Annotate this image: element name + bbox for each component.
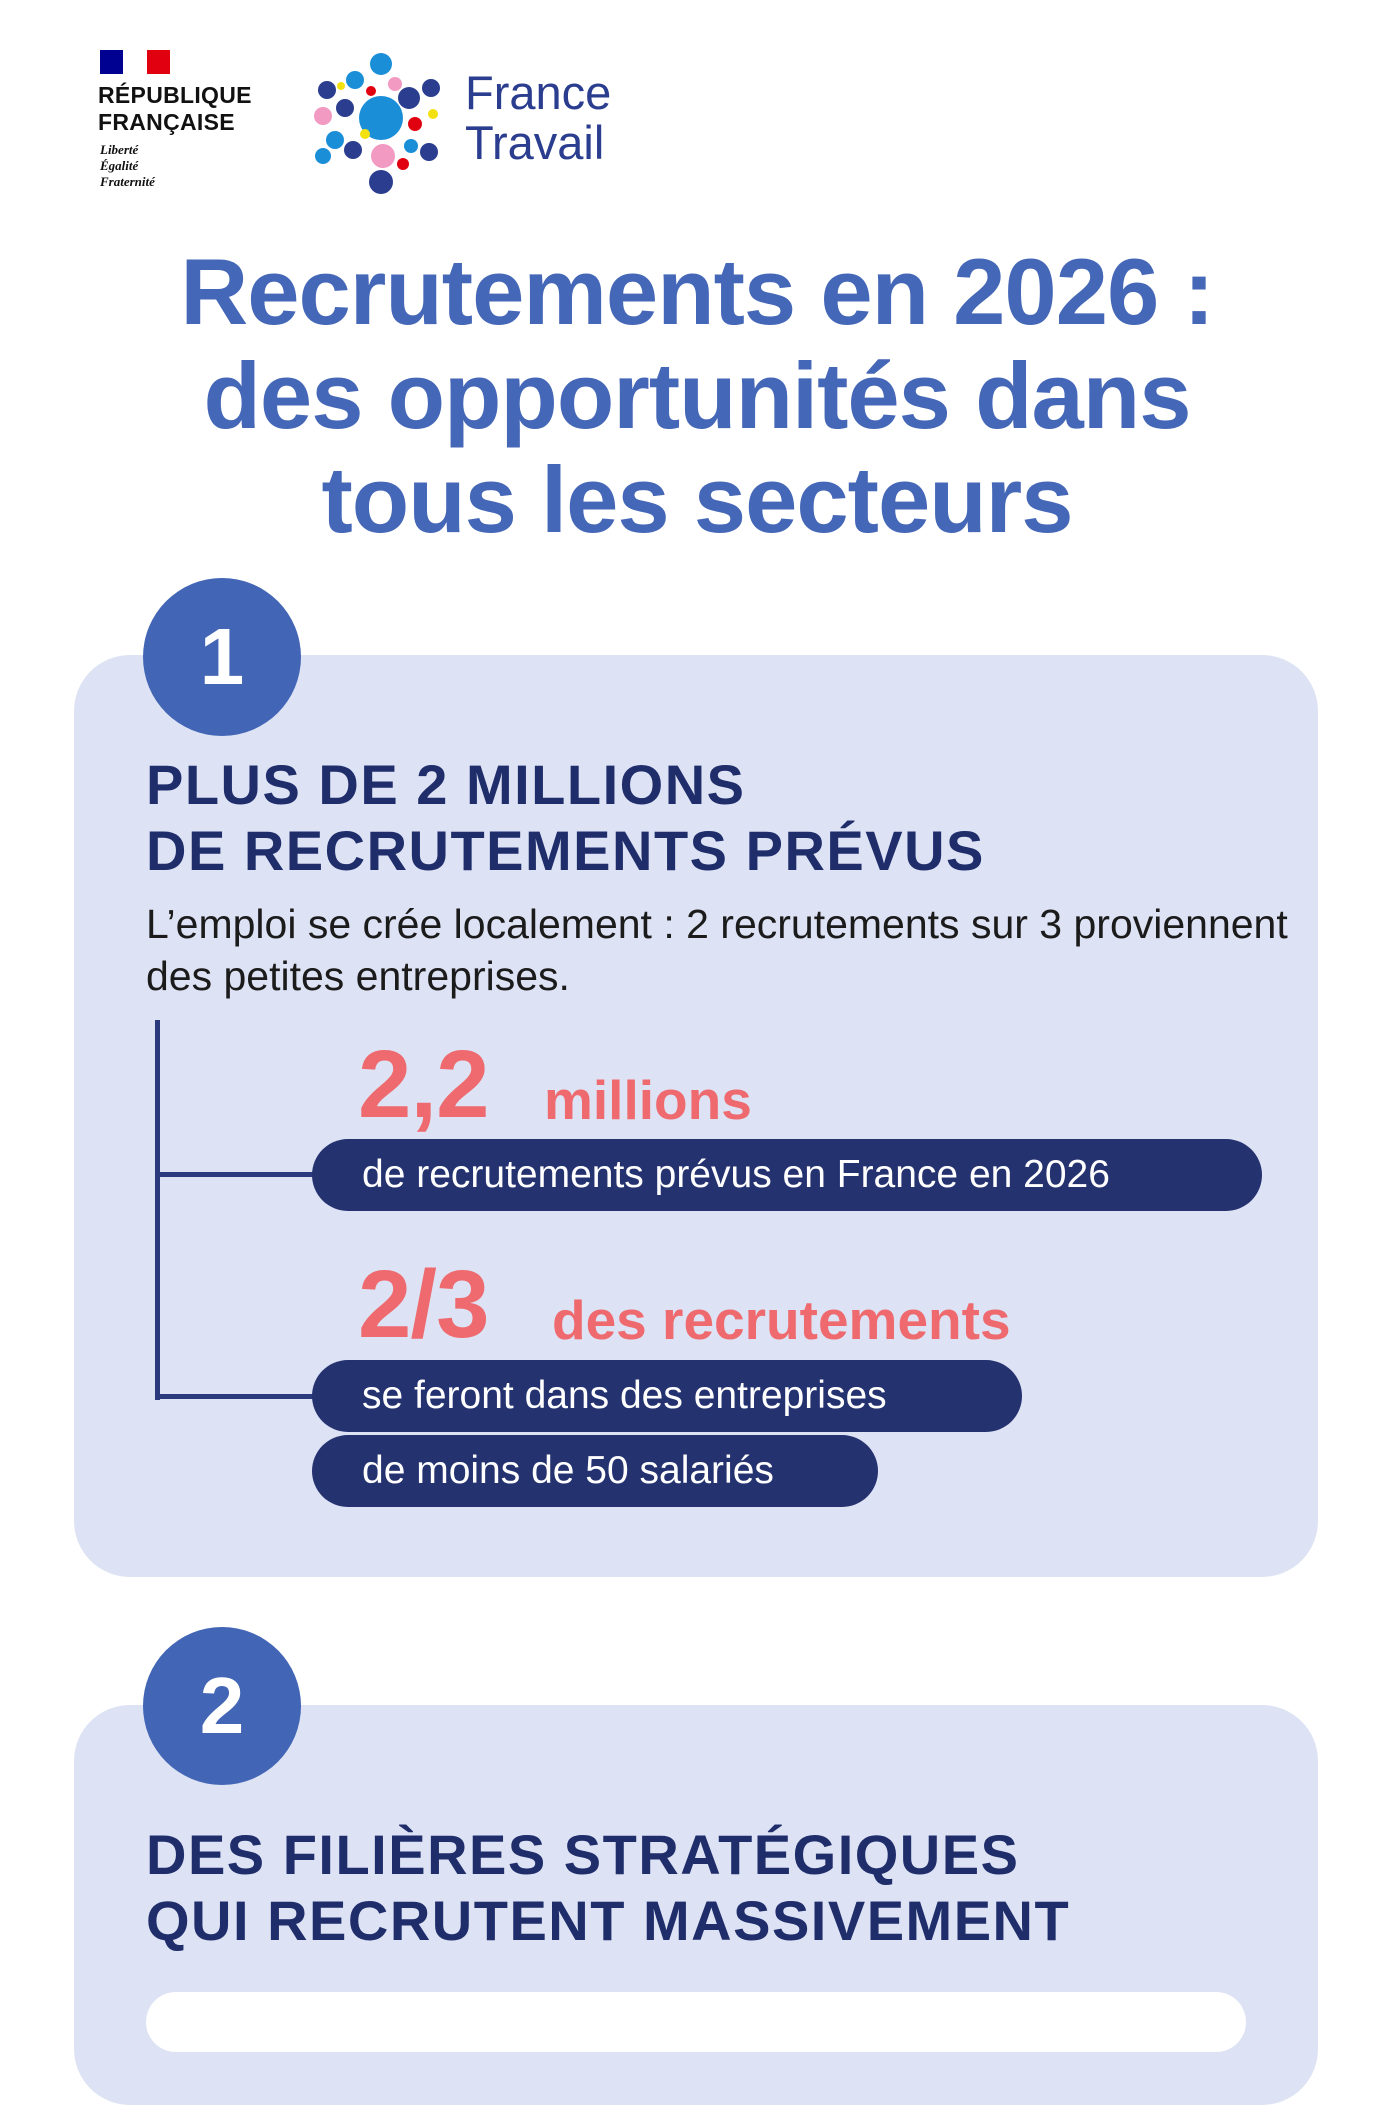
section-2-content-panel	[146, 1992, 1246, 2052]
section-1-heading: PLUS DE 2 MILLIONS DE RECRUTEMENTS PRÉVUS	[146, 753, 985, 882]
republique-motto: Liberté Égalité Fraternité	[100, 142, 155, 189]
stat-2-description-line-2: de moins de 50 salariés	[312, 1435, 878, 1507]
stat-1-description: de recrutements prévus en France en 2026	[312, 1139, 1262, 1211]
section-2-number-badge: 2	[143, 1627, 301, 1785]
stat-1-unit: millions	[544, 1069, 752, 1131]
stat-2-description-line-1: se feront dans des entreprises	[312, 1360, 1022, 1432]
page-title: Recrutements en 2026 : des opportunités dans tous les secteurs	[180, 239, 1214, 552]
france-travail-name: France Travail	[465, 66, 612, 169]
france-travail-dots-icon	[305, 46, 455, 196]
stat-1-value: 2,2	[358, 1031, 489, 1138]
stat-2-unit: des recrutements	[552, 1289, 1011, 1351]
stats-bracket-tick	[155, 1394, 315, 1399]
section-1-number-badge: 1	[143, 578, 301, 736]
french-flag-icon	[100, 50, 170, 74]
republique-francaise-logo	[96, 46, 276, 196]
republique-francaise-name: RÉPUBLIQUE FRANÇAISE	[98, 82, 252, 135]
stats-bracket-line	[155, 1020, 160, 1400]
section-1-intro: L’emploi se crée localement : 2 recrutements sur 3 proviennent des petites entreprises.	[146, 901, 1288, 999]
stats-bracket-tick	[155, 1172, 315, 1177]
stat-2-value: 2/3	[358, 1251, 489, 1358]
section-2-heading: DES FILIÈRES STRATÉGIQUES QUI RECRUTENT MASSIVEMENT	[146, 1823, 1071, 1952]
france-travail-logo	[305, 46, 645, 196]
